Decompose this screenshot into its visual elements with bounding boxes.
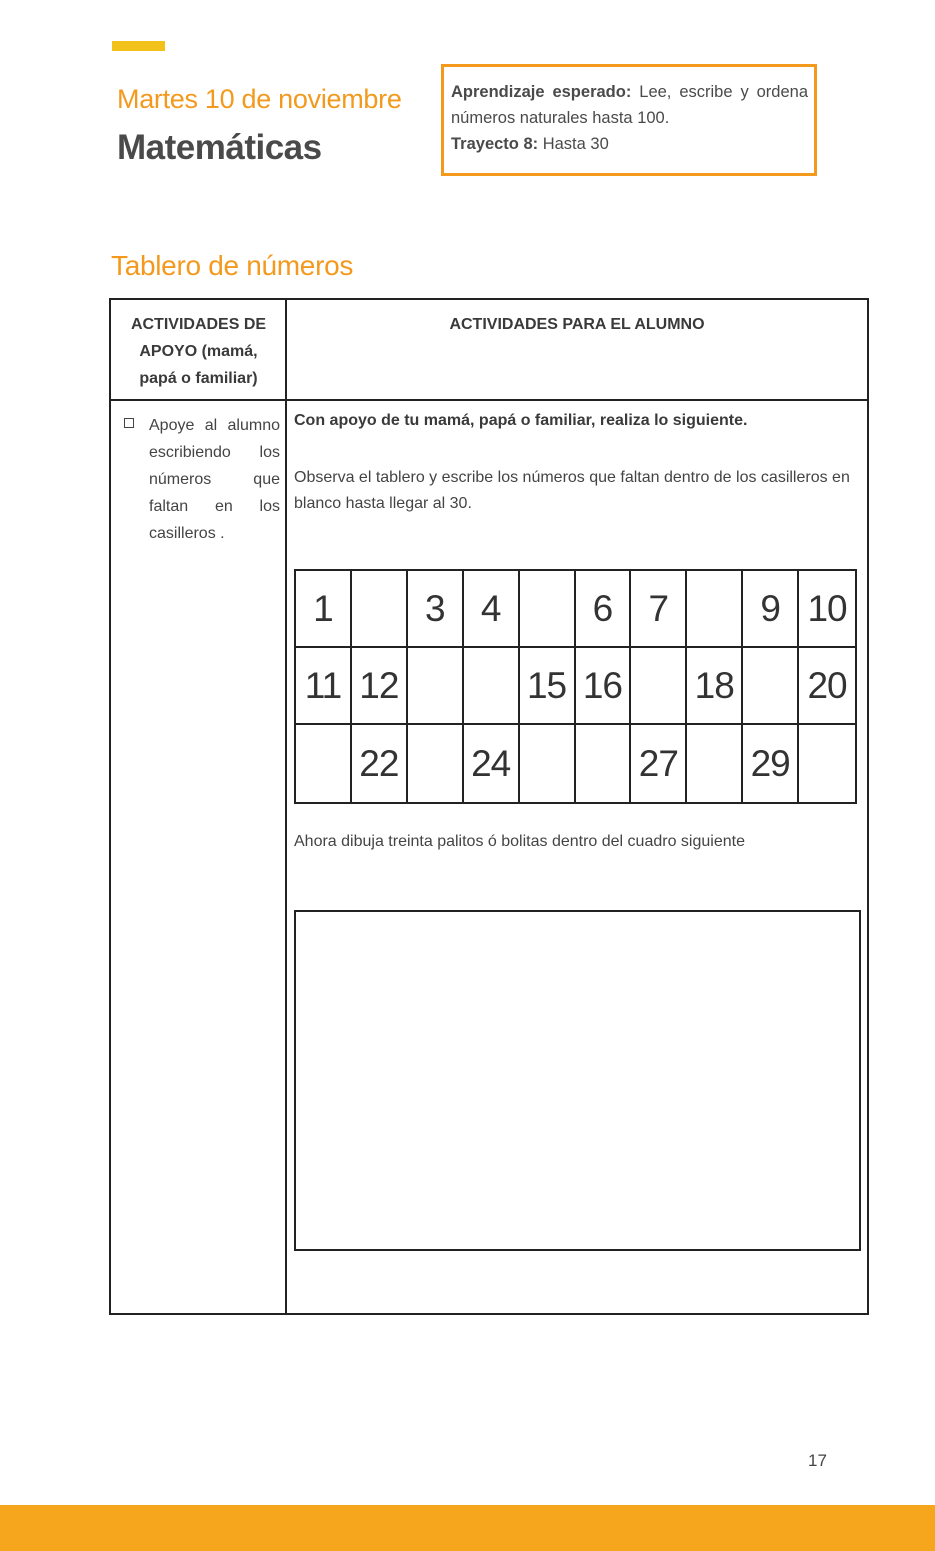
support-header-line: ACTIVIDADES DE xyxy=(130,316,267,333)
grid-cell: 29 xyxy=(743,725,799,802)
subject-title: Matemáticas xyxy=(117,128,322,167)
table-column-divider xyxy=(285,300,287,1313)
trajectory-text: Hasta 30 xyxy=(542,135,609,153)
learning-expectation-box xyxy=(441,64,817,176)
footer-band xyxy=(0,1505,935,1551)
grid-cell-blank[interactable] xyxy=(352,571,408,648)
number-board-grid xyxy=(294,569,857,804)
expected-text-1: Lee, escribe y ordena xyxy=(639,83,808,101)
support-header-line: APOYO (mamá, xyxy=(139,343,258,360)
grid-cell: 4 xyxy=(464,571,520,648)
grid-cell-blank[interactable] xyxy=(296,725,352,802)
expected-label: Aprendizaje esperado: xyxy=(451,83,632,101)
grid-cell: 1 xyxy=(296,571,352,648)
support-text xyxy=(149,412,280,547)
grid-cell-blank[interactable] xyxy=(520,725,576,802)
grid-cell-blank[interactable] xyxy=(687,571,743,648)
grid-cell-blank[interactable] xyxy=(576,725,632,802)
grid-cell: 27 xyxy=(631,725,687,802)
grid-cell: 16 xyxy=(576,648,632,725)
grid-cell-blank[interactable] xyxy=(408,648,464,725)
grid-cell-blank[interactable] xyxy=(687,725,743,802)
page-number: 17 xyxy=(808,1451,827,1470)
instruction-bold: Con apoyo de tu mamá, papá o familiar, realiza lo siguiente. xyxy=(294,412,748,429)
support-header-line: papá o familiar) xyxy=(139,370,258,387)
grid-cell-blank[interactable] xyxy=(520,571,576,648)
draw-instruction: Ahora dibuja treinta palitos ó bolitas dentro del cuadro siguiente xyxy=(294,833,745,850)
grid-cell: 24 xyxy=(464,725,520,802)
grid-cell: 3 xyxy=(408,571,464,648)
header-accent-bar xyxy=(112,41,165,51)
section-title: Tablero de números xyxy=(111,250,354,281)
trajectory-label: Trayecto 8: xyxy=(451,135,539,153)
student-activities-header: ACTIVIDADES PARA EL ALUMNO xyxy=(449,316,705,333)
drawing-area[interactable] xyxy=(294,910,861,1251)
checkbox-bullet-icon xyxy=(124,418,134,428)
support-instructions xyxy=(124,412,280,547)
grid-cell: 9 xyxy=(743,571,799,648)
support-line: casilleros . xyxy=(149,525,225,542)
grid-cell-blank[interactable] xyxy=(408,725,464,802)
support-line: números que xyxy=(149,471,280,488)
support-line: faltan en los xyxy=(149,498,280,515)
lesson-date: Martes 10 de noviembre xyxy=(117,84,402,114)
grid-cell: 7 xyxy=(631,571,687,648)
grid-cell: 15 xyxy=(520,648,576,725)
grid-cell: 18 xyxy=(687,648,743,725)
grid-cell: 10 xyxy=(799,571,855,648)
grid-cell: 6 xyxy=(576,571,632,648)
expected-line-1 xyxy=(451,79,808,105)
expected-text-2: números naturales hasta 100. xyxy=(451,109,670,127)
support-line: Apoye al alumno xyxy=(149,417,280,434)
table-row-divider xyxy=(111,399,867,401)
grid-cell-blank[interactable] xyxy=(464,648,520,725)
grid-cell-blank[interactable] xyxy=(743,648,799,725)
grid-cell: 11 xyxy=(296,648,352,725)
grid-cell-blank[interactable] xyxy=(799,725,855,802)
grid-cell: 22 xyxy=(352,725,408,802)
grid-cell: 20 xyxy=(799,648,855,725)
support-line: escribiendo los xyxy=(149,444,280,461)
grid-cell-blank[interactable] xyxy=(631,648,687,725)
trajectory-line xyxy=(451,131,808,157)
instruction-text: Observa el tablero y escribe los números que faltan dentro de los casilleros en blanco hasta llegar al 30. xyxy=(294,469,850,512)
support-activities-header xyxy=(113,311,284,392)
grid-cell: 12 xyxy=(352,648,408,725)
